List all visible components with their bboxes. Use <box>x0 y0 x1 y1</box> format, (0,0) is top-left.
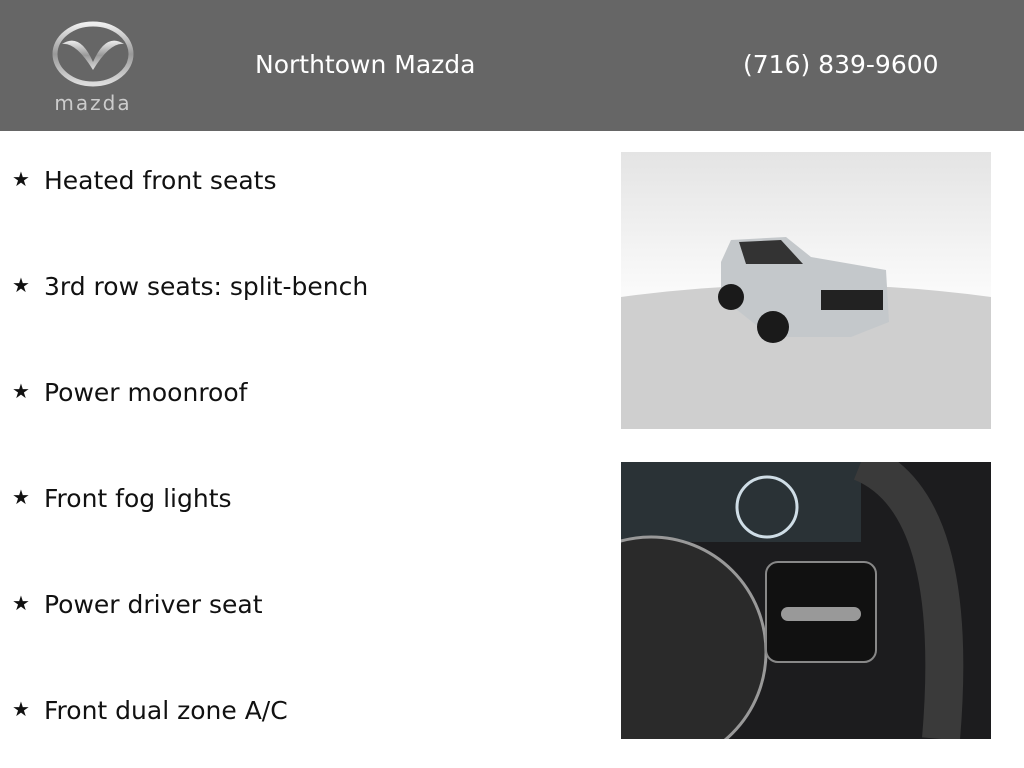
feature-item <box>12 484 232 513</box>
star-icon: ★ <box>12 379 30 403</box>
header <box>0 0 1024 131</box>
mazda-logo <box>40 18 146 116</box>
star-icon: ★ <box>12 591 30 615</box>
star-icon: ★ <box>12 697 30 721</box>
feature-label: Power moonroof <box>44 378 248 407</box>
feature-item <box>12 166 276 195</box>
dealer-phone[interactable]: (716) 839-9600 <box>743 50 939 79</box>
vehicle-exterior-photo <box>621 152 991 429</box>
feature-item <box>12 590 263 619</box>
feature-label: Power driver seat <box>44 590 263 619</box>
svg-text:mazda: mazda <box>54 91 132 115</box>
star-icon: ★ <box>12 485 30 509</box>
star-icon: ★ <box>12 273 30 297</box>
feature-label: Front fog lights <box>44 484 232 513</box>
feature-label: Front dual zone A/C <box>44 696 288 725</box>
steering-wheel-photo <box>621 462 991 739</box>
feature-item <box>12 272 368 301</box>
feature-item <box>12 378 247 407</box>
feature-label: 3rd row seats: split-bench <box>44 272 369 301</box>
star-icon: ★ <box>12 167 30 191</box>
feature-label: Heated front seats <box>44 166 277 195</box>
feature-item <box>12 696 288 725</box>
dealer-name: Northtown Mazda <box>255 50 476 79</box>
